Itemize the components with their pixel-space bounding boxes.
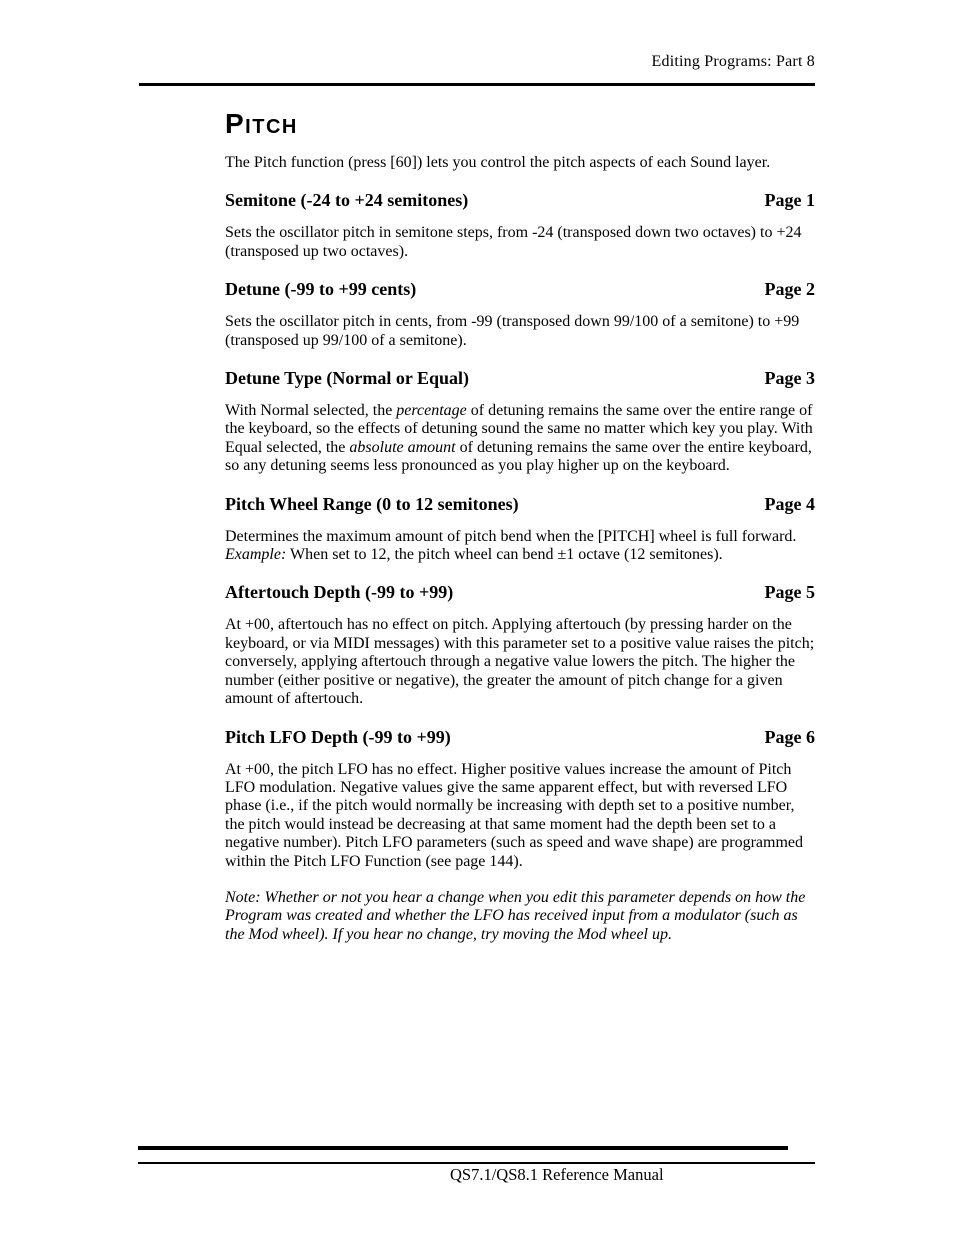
section-heading: Pitch LFO Depth (-99 to +99): [225, 726, 451, 747]
running-header: Editing Programs: Part 8: [651, 53, 815, 70]
section-heading: Semitone (-24 to +24 semitones): [225, 190, 469, 211]
section-heading-row: [225, 494, 815, 515]
section-pitch-wheel-range: [225, 494, 815, 565]
page-label: Page 4: [764, 493, 815, 514]
section-heading-row: [225, 279, 815, 300]
footer-text: QS7.1/QS8.1 Reference Manual: [450, 1165, 664, 1184]
page-label: Page 6: [764, 726, 815, 747]
page-label: Page 1: [764, 190, 815, 211]
section-heading: Pitch Wheel Range (0 to 12 semitones): [225, 493, 519, 514]
footer-rule-thin: [138, 1162, 815, 1164]
section-heading-row: [225, 368, 815, 389]
footer-rule-thick: [138, 1146, 788, 1150]
section-heading: Aftertouch Depth (-99 to +99): [225, 582, 454, 603]
page-content: [225, 109, 815, 944]
page-label: Page 5: [764, 582, 815, 603]
section-body: At +00, the pitch LFO has no effect. Higher positive values increase the amount of Pitch LFO modulation. Negative values give the same apparent effect, but with reversed LFO phase (i.e., if the pitch would normally be increasing with depth set to a positive number, the pitch would instead be decreasing at that same moment had the depth been set to a negative number). Pitch LFO parameters (such as speed and wave shape) are programmed within the Pitch LFO Function (see page 144).: [225, 760, 804, 870]
intro-paragraph: The Pitch function (press [60]) lets you control the pitch aspects of each Sound layer.: [225, 154, 771, 171]
page-title: Pitch: [225, 108, 298, 139]
page-label: Page 2: [764, 279, 815, 300]
section-heading: Detune Type (Normal or Equal): [225, 368, 470, 389]
section-detune-type: [225, 368, 815, 476]
section-heading: Detune (-99 to +99 cents): [225, 279, 417, 300]
section-body: At +00, aftertouch has no effect on pitch. Applying aftertouch (by pressing harder on the keyboard, or via MIDI messages) with this parameter set to a positive value raises the pitch; conversely, applying aftertouch through a negative value lowers the pitch. The higher the number (either positive or negative), the greater the amount of pitch change for a given amount of aftertouch.: [225, 616, 815, 708]
section-body: Sets the oscillator pitch in semitone steps, from -24 (transposed down two octaves) to +24 (transposed up two octaves).: [225, 224, 802, 260]
section-pitch-lfo-depth: [225, 727, 815, 871]
section-semitone: [225, 190, 815, 261]
header-rule: [139, 83, 815, 86]
section-heading-row: [225, 582, 815, 603]
note-paragraph: Note: Whether or not you hear a change when you edit this parameter depends on how the Program was created and whether the LFO has received input from a modulator (such as the Mod wheel). If you hear no change, try moving the Mod wheel up.: [225, 888, 806, 943]
section-heading-row: [225, 727, 815, 748]
section-body: Sets the oscillator pitch in cents, from -99 (transposed down 99/100 of a semitone) to +99 (transposed up 99/100 of a semitone).: [225, 313, 800, 349]
section-detune: [225, 279, 815, 350]
page-label: Page 3: [764, 368, 815, 389]
section-heading-row: [225, 190, 815, 211]
section-body: Determines the maximum amount of pitch bend when the [PITCH] wheel is full forward. Example: When set to 12, the pitch wheel can bend ±1 octave (12 semitones).: [225, 527, 797, 564]
section-body: With Normal selected, the percentage of detuning remains the same over the entire range of the keyboard, so the effects of detuning sound the same no matter which key you play. With Equal selected, the absolute amount of detuning remains the same over the entire keyboard, so any detuning seems less pronounced as you play higher up on the keyboard.: [225, 402, 813, 475]
section-aftertouch-depth: [225, 582, 815, 708]
